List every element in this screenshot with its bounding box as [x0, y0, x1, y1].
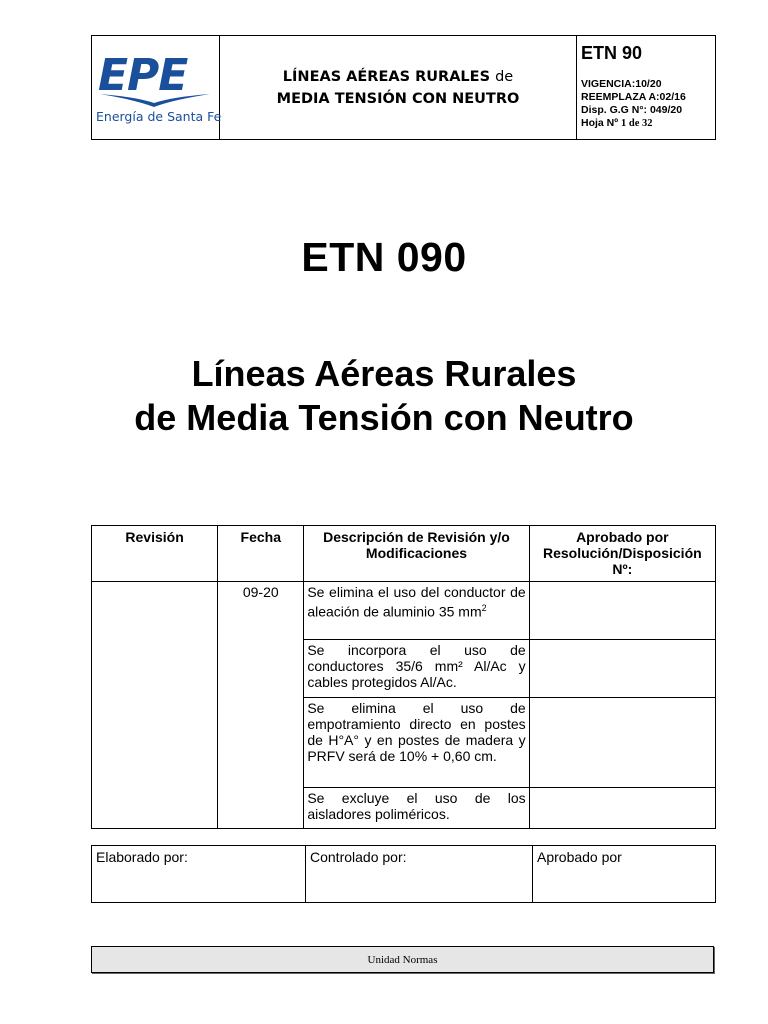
- signature-row: [92, 846, 716, 903]
- header-title: [220, 36, 577, 139]
- document-title-line2: de Media Tensión con Neutro: [134, 397, 634, 438]
- document-title: [0, 352, 768, 440]
- description-cell: Se incorpora el uso de conductores 35/6 mm² Al/Ac y cables protegidos Al/Ac.: [304, 640, 529, 698]
- vigencia: VIGENCIA:10/20: [581, 78, 662, 90]
- document-header: [91, 35, 716, 140]
- logo-text: EPE: [98, 50, 188, 101]
- table-header-row: [92, 526, 716, 582]
- document-title-line1: Líneas Aéreas Rurales: [191, 353, 577, 394]
- header-aprobado: Aprobado por Resolución/Disposición Nº:: [529, 526, 715, 582]
- header-fecha: Fecha: [218, 526, 304, 582]
- logo-cell: [92, 36, 220, 139]
- approval-cell: [529, 640, 715, 698]
- description-cell: Se elimina el uso del conductor de aleación de aluminio 35 $mm^2$: [304, 582, 529, 640]
- footer-text: Unidad Normas: [367, 953, 438, 966]
- reemplaza: REEMPLAZA A:02/16: [581, 91, 686, 103]
- disposicion: Disp. G.G N°: 049/20: [581, 104, 683, 116]
- aprobado-cell: Aprobado por: [533, 846, 716, 903]
- hoja: Hoja Nº 1 de 32: [581, 117, 653, 129]
- elaborado-cell: Elaborado por:: [92, 846, 306, 903]
- controlado-cell: Controlado por:: [306, 846, 533, 903]
- table-row: [92, 582, 716, 640]
- epe-logo: [96, 50, 212, 108]
- description-cell: Se elimina el uso de empotramiento directo en postes de H°A° y en postes de madera y PRFV será de 10% + 0,60 cm.: [304, 698, 529, 788]
- header-meta: [581, 78, 711, 130]
- footer: [91, 946, 714, 973]
- revision-table: [91, 525, 716, 829]
- document-code: ETN 090: [301, 234, 467, 280]
- description-cell: Se excluye el uso de los aisladores poliméricos.: [304, 788, 529, 829]
- header-title-line1: LÍNEAS AÉREAS RURALES de: [282, 68, 514, 85]
- header-descripcion: Descripción de Revisión y/o Modificaciones: [304, 526, 529, 582]
- header-title-line2: MEDIA TENSIÓN CON NEUTRO: [276, 90, 520, 107]
- logo-tagline: Energía de Santa Fe: [96, 109, 222, 124]
- signature-table: [91, 845, 716, 903]
- header-code: ETN 90: [581, 43, 643, 63]
- approval-cell: [529, 698, 715, 788]
- header-revision: Revisión: [92, 526, 218, 582]
- revision-cell: [92, 582, 218, 829]
- approval-cell: [529, 788, 715, 829]
- approval-cell: [529, 582, 715, 640]
- fecha-cell: 09-20: [218, 582, 304, 829]
- header-code-cell: [577, 36, 715, 139]
